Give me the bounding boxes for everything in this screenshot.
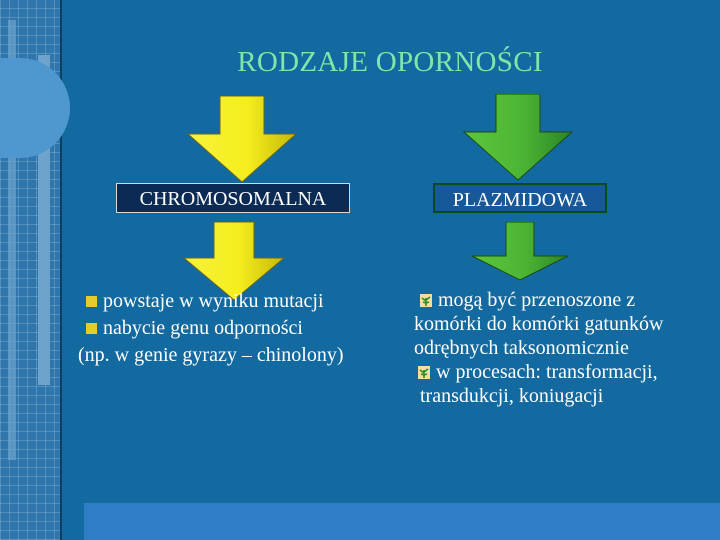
list-item: [80, 317, 410, 340]
chromosomal-points: [80, 290, 410, 367]
plasmid-point-1-line-3: odrębnych taksonomicznie: [414, 337, 629, 359]
decorative-bottom-bar: [84, 503, 720, 540]
plasmid-point-2-line-2: transdukcji, koniugacji: [420, 385, 604, 407]
down-arrow-green-bottom-icon: [470, 222, 570, 282]
chromosomal-point-1: powstaje w wyniku mutacji: [103, 290, 324, 312]
plasmid-point-2-line-1: w procesach: transformacji,: [436, 361, 658, 383]
square-bullet-icon: [86, 323, 97, 334]
plasmid-label-box: PLAZMIDOWA: [433, 183, 607, 213]
square-bullet-icon: [86, 296, 97, 307]
down-arrow-green-top-icon: [462, 94, 574, 182]
list-item: [412, 288, 720, 312]
plasmid-points: [410, 288, 720, 408]
chromosomal-point-2-continuation: (np. w genie gyrazy – chinolony): [78, 344, 344, 366]
plant-bullet-icon: [420, 294, 432, 307]
chromosomal-point-2: nabycie genu odporności: [103, 317, 303, 339]
slide-title: RODZAJE OPORNOŚCI: [237, 46, 543, 78]
plasmid-point-1-line-2: komórki do komórki gatunków: [414, 313, 664, 335]
plant-bullet-icon: [418, 366, 430, 379]
down-arrow-yellow-top-icon: [186, 96, 298, 184]
chromosomal-label-box: CHROMOSOMALNA: [116, 183, 350, 213]
list-item: [410, 360, 720, 384]
list-item: [80, 290, 410, 313]
plasmid-point-1-line-1: mogą być przenoszone z: [438, 289, 636, 311]
